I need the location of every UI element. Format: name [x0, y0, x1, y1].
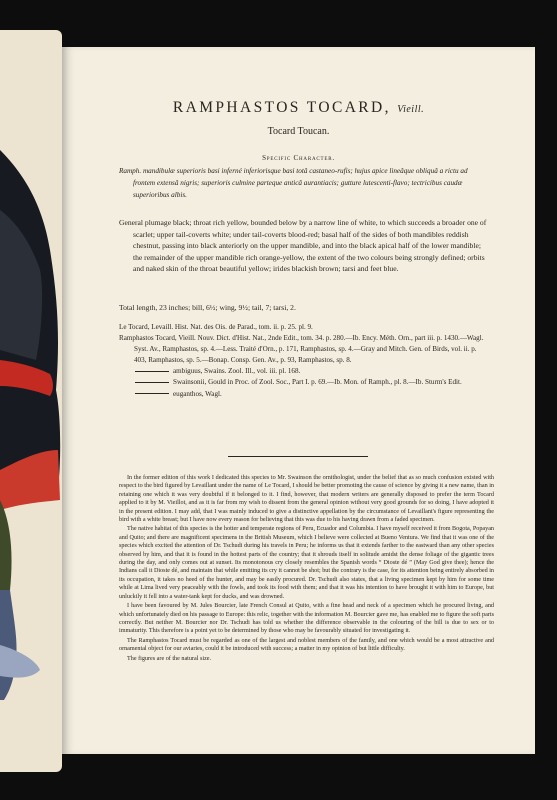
total-length: Total length, 23 inches; bill, 6½; wing, 9½; tail, 7; tarsi, 2. [119, 303, 296, 312]
synonym-entry: euganthos, Wagl. [119, 389, 489, 400]
body-paragraph: The native habitat of this species is the hotter and temperate regions of Peru, Ecuador and Columbia. I have myself received it from Bogota, Popayan and Quito; and there are magnificent specimens in the British Museum, which I believe were collected at Bueno Ventura. We find that it was one of the species which excited the attention of Dr. Tschudi during his travels in Peru; he informs us that it extends farther to the eastward than any other species observed by him, and that it is found in the hottest parts of the country; that it shrouds itself in solitude amidst the dense foliage of the gigantic trees during the day, and only comes out at sunset. Its monotonous cry closely resembles the Spanish words “ Dioste dé ” (May God give thee); hence the Indians call it Dioste dé, and maintain that while emitting its cry it cannot be shot; but the contrary is the case, for its attention being entirely absorbed in its occupation, it takes no heed of the hunter, and may be easily procured. Dr. Tschudi also states, that a living specimen kept by him for some time while at Lima lived very peaceably with the fowls, and took its food with them; and that it was his intention to have brought it with him to Europe, but unluckily it fell into a water-tank kept for ducks, and was drowned. [119, 526, 494, 600]
section-heading: Specific Character. [262, 154, 335, 162]
ditto-rule [135, 382, 169, 383]
body-paragraph: I have been favoured by M. Jules Bourcier, late French Consul at Quito, with a fine head and neck of a specimen which he procured living, and which unfortunately died on his passage to Europe: this relic, together with the information M. Bourcier gave me, has enabled me to figure the soft parts correctly. But neither M. Bourcier nor Dr. Tschudi has told us whether the difference observable in the colouring of the bill is due to sex or to immaturity. This therefore is a point yet to be determined by those who may be favourably situated for investigating it. [119, 603, 494, 635]
page-title [62, 99, 535, 117]
body-paragraph: The Ramphastos Tocard must be regarded as one of the largest and noblest members of the family, and one which would be a most attractive and ornamental object for our aviaries, could it be introduced with success; a matter in my opinion of but little difficulty. [119, 637, 494, 653]
toucan-illustration [0, 30, 62, 772]
title-author: Vieill. [397, 104, 425, 115]
body-paragraph: In the former edition of this work I dedicated this species to Mr. Swainson the ornithologist, under the belief that as so much confusion existed with respect to the bird figured by Levaillant under the name of Le Tocard, I should be better promoting the cause of science by giving it a new name, than in retaining one which it was very doubtful if it belonged to it. I find, however, that modern writers are generally disposed to prefer the term Tocard applied to it by M. Vieillot, and as it is far from my wish to dissent from the general opinion without very good grounds for so doing, I have adopted it in the present edition. I may add, that I was mainly induced to give a distinctive appellation by the circumstance of Levaillant's figure representing the bird with a white breast; but I have now every reason for believing that this was due to his having drawn from a faded specimen. [119, 475, 494, 524]
ditto-rule [135, 393, 169, 394]
general-description [119, 217, 489, 275]
common-name: Tocard Toucan. [267, 126, 330, 137]
species-name: RAMPHASTOS TOCARD, [172, 99, 391, 116]
latin-description-text: Ramph. mandibulæ superioris basi inferné inferiorisque basi totâ castaneo-rufis; hujus apice lineâque obliquâ a rictu ad frontem extensâ nigris; superioris culmine parteque anticâ aurantiacis; gutture lutescenti-flavo; tectricibus caudæ superioribus albis. [119, 167, 468, 200]
synonymy-list [119, 322, 489, 400]
synonym-entry: Le Tocard, Levaill. Hist. Nat. des Ois. de Parad., tom. ii. p. 25. pl. 9. [119, 323, 313, 331]
synonym-entry: Swainsonii, Gould in Proc. of Zool. Soc., Part I. p. 69.—Ib. Mon. of Ramph., pl. 8.—Ib. Sturm's Edit. [119, 377, 489, 388]
synonym-entry: ambiguus, Swains. Zool. Ill., vol. iii. pl. 168. [119, 366, 489, 377]
ditto-rule [135, 371, 169, 372]
latin-description [119, 165, 479, 202]
section-divider [228, 456, 368, 457]
facing-page-illustration [0, 30, 62, 772]
body-text [119, 474, 494, 663]
general-description-text: General plumage black; throat rich yellow, bounded below by a narrow line of white, to which succeeds a broader one of scarlet; upper tail-coverts white; under tail-coverts blood-red; basal half of the sides of both mandibles reddish chestnut, passing into black anteriorly on the upper mandible, and into the black apical half of the lower mandible; the remainder of the upper mandible rich orange-yellow, the extent of the two colours being strongly defined; orbits and naked skin of the throat beautiful yellow; irides blackish brown; tarsi and feet blue. [119, 218, 487, 273]
synonym-entry: Ramphastos Tocard, Vieill. Nouv. Dict. d'Hist. Nat., 2nde Edit., tom. 34. p. 280.—Ib. Ency. Méth. Orn., part iii. p. 1430.—Wagl. Syst. Av., Ramphastos, sp. 4.—Less. Traité d'Orn., p. 171, Ramphastos, sp. 4.—Gray and Mitch. Gen. of Birds, vol. ii. p. 403, Ramphastos, sp. 5.—Bonap. Consp. Gen. Av., p. 93, Ramphastos, sp. 8. [119, 334, 484, 365]
book-page [62, 47, 535, 754]
figures-note: The figures are of the natural size. [127, 655, 212, 662]
